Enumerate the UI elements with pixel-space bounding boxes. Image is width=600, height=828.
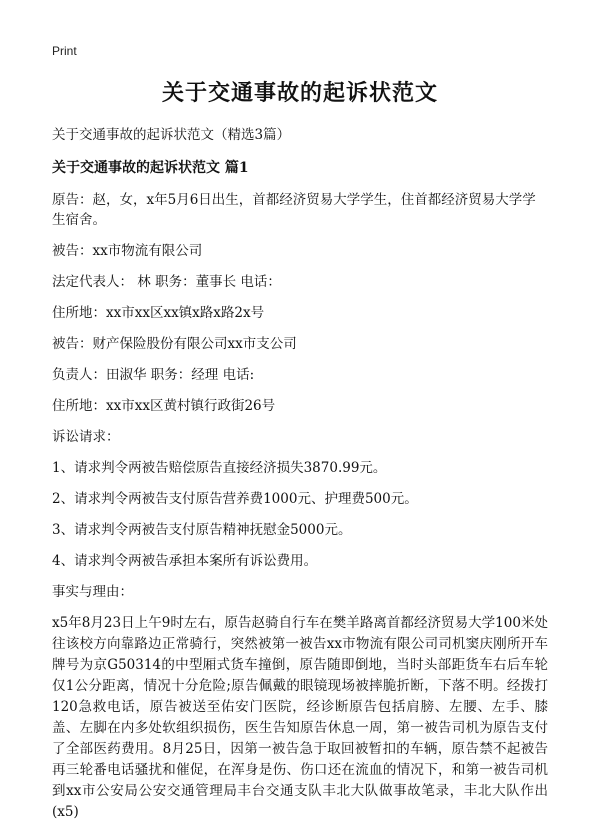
document-subtitle: 关于交通事故的起诉状范文（精选3篇）	[52, 127, 291, 143]
claims-heading: 诉讼请求：	[52, 429, 120, 445]
defendant-1: 被告：xx市物流有限公司	[52, 243, 203, 259]
defendant-2: 被告：财产保险股份有限公司xx市支公司	[52, 336, 297, 352]
legal-representative: 法定代表人： 林 职务：董事长 电话：	[52, 274, 281, 290]
claim-item-3: 3、请求判令两被告支付原告精神抚慰金5000元。	[52, 522, 352, 538]
facts-body: x5年8月23日上午9时左右，原告赵骑自行车在樊羊路离首都经济贸易大学100米处往该校方向靠路边正常骑行，突然被第一被告xx市物流有限公司司机窦庆刚所开车牌号为京G50314的中型厢式货车撞倒，原告随即倒地，当时头部距货车右后车轮仅1公分距离，情况十分危险;原告佩戴的眼镜现场被摔脆折断，下落不明。经拨打120急救电话，原告被送至佑安门医院，经诊断原告包括肩膀、左腰、左手、膝盖、左脚在内多处软组织损伤，医生告知原告休息一周，第一被告司机为原告支付了全部医药费用。8月25日，因第一被告急于取回被暂扣的车辆，原告禁不起被告再三轮番电话骚扰和催促，在浑身是伤、伤口还在流血的情况下，和第一被告司机到xx市公安局公安交通管理局丰台交通支队丰北大队做事故笔录，丰北大队作出(x5)	[52, 615, 548, 820]
responsible-person: 负责人：田淑华 职务：经理 电话:	[52, 367, 255, 383]
page-title: 关于交通事故的起诉状范文	[161, 80, 438, 106]
claim-item-2: 2、请求判令两被告支付原告营养费1000元、护理费500元。	[52, 491, 418, 507]
print-label[interactable]: Print	[52, 44, 77, 58]
claim-item-1: 1、请求判令两被告赔偿原告直接经济损失3870.99元。	[52, 460, 387, 476]
claim-item-4: 4、请求判令两被告承担本案所有诉讼费用。	[52, 553, 318, 569]
facts-heading: 事实与理由：	[52, 584, 133, 600]
section-heading: 关于交通事故的起诉状范文 篇1	[52, 160, 249, 176]
plaintiff-info: 原告：赵，女，x年5月6日出生，首都经济贸易大学学生，住首都经济贸易大学学生宿舍。	[52, 192, 536, 228]
defendant-1-address: 住所地：xx市xx区xx镇x路x路2x号	[52, 305, 265, 321]
defendant-2-address: 住所地：xx市xx区黄村镇行政街26号	[52, 398, 276, 414]
